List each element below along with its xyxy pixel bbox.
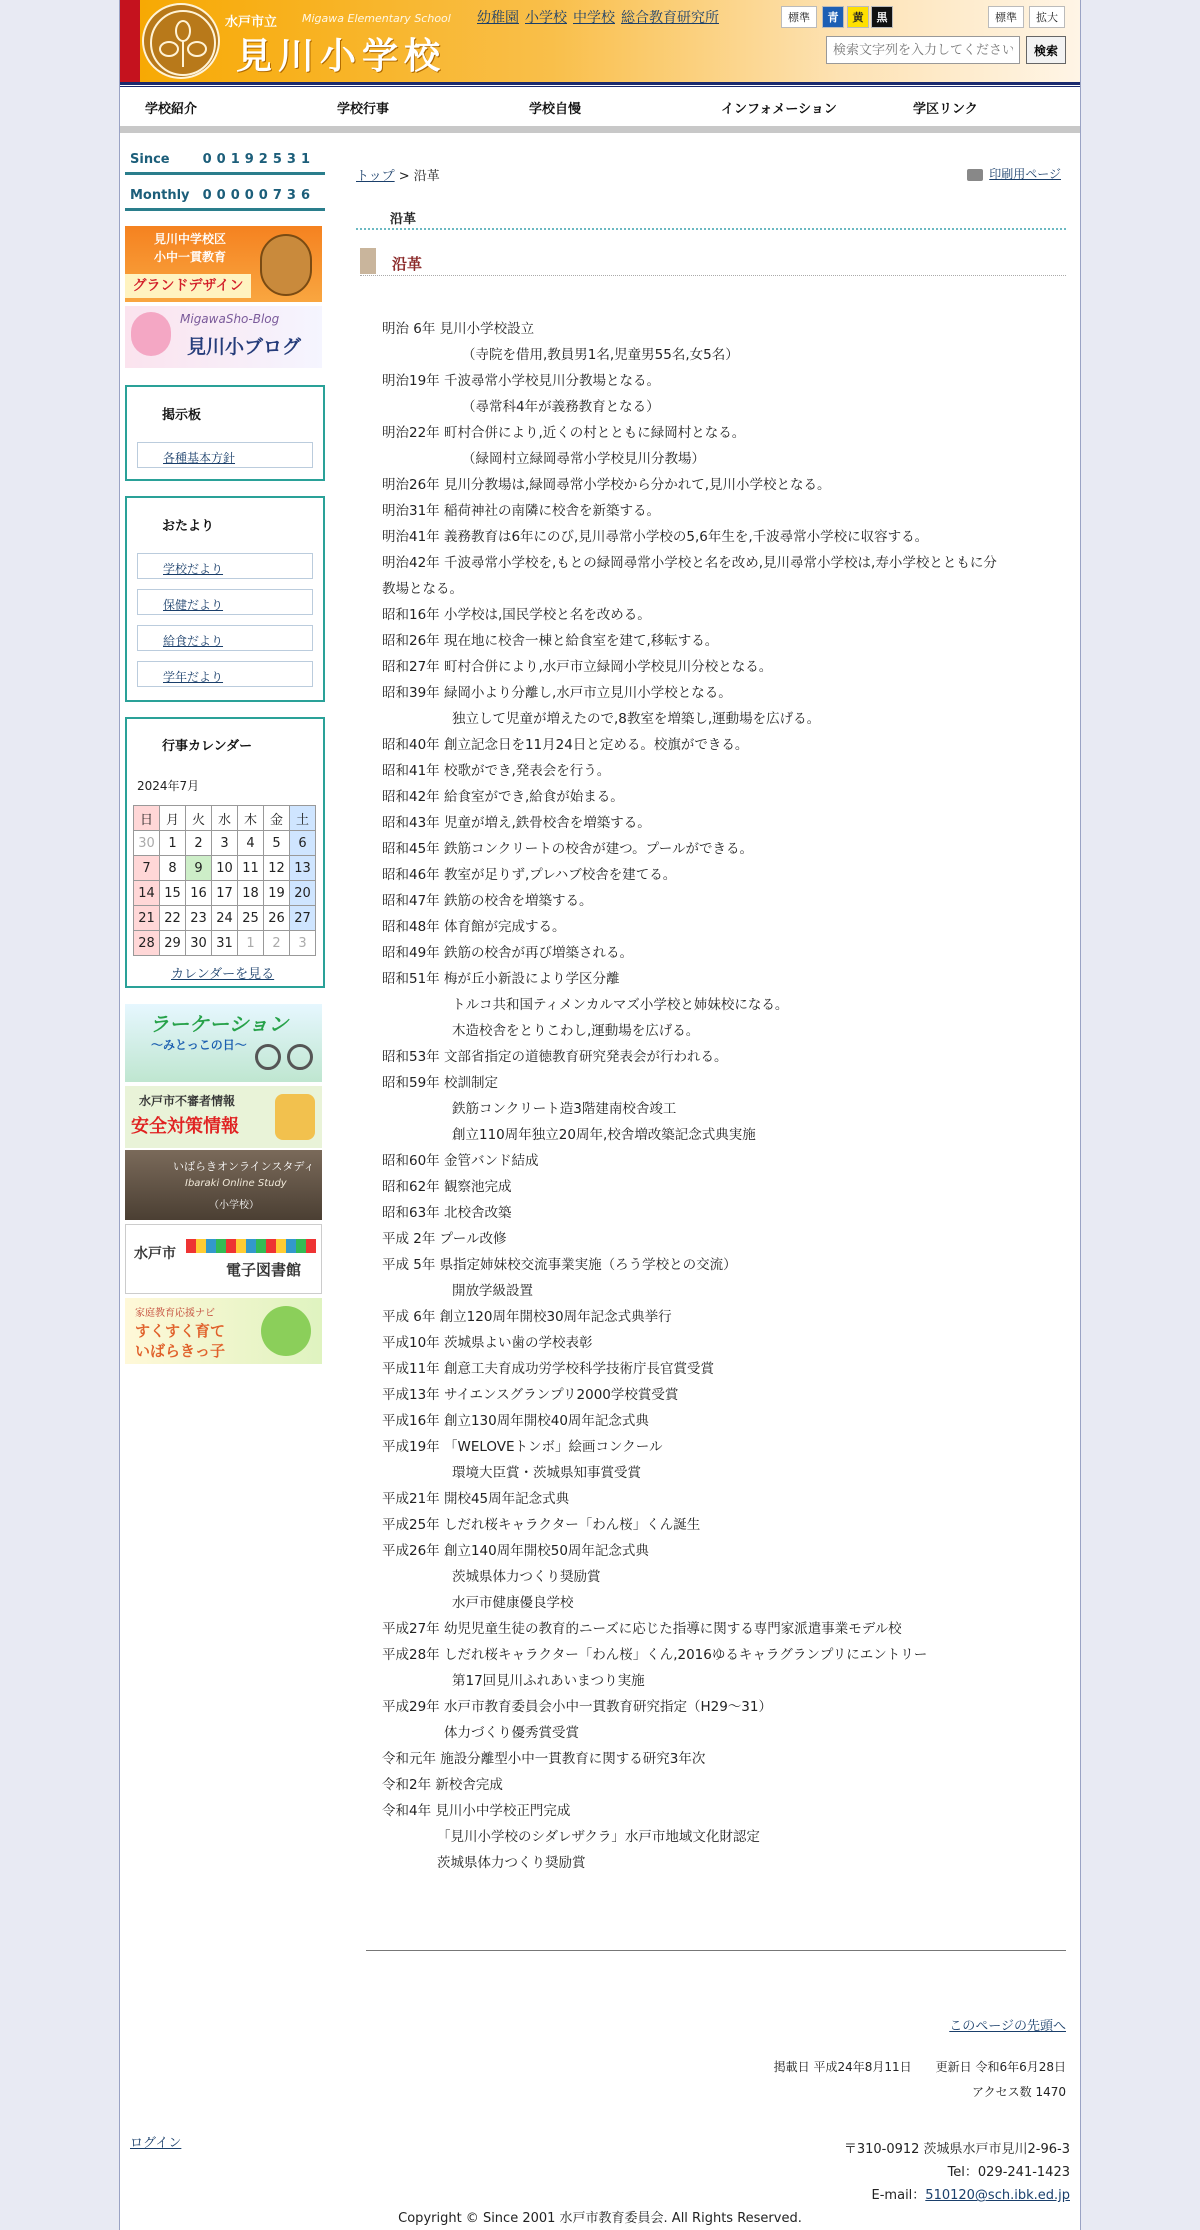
history-entry: 茨城県体力つくり奨励賞 (452, 1569, 601, 1585)
history-entry: トルコ共和国ティメンカルマズ小学校と姉妹校になる。 (452, 997, 789, 1013)
nav-school-intro[interactable]: 学校紹介 (145, 102, 198, 117)
e-library-banner[interactable] (125, 1224, 322, 1294)
calendar-day[interactable]: 28 (134, 931, 160, 956)
banner-line: 水戸市不審者情報 (139, 1094, 236, 1108)
calendar-day[interactable]: 1 (238, 931, 264, 956)
history-entry: 平成21年 開校45周年記念式典 (382, 1491, 570, 1507)
letters-link[interactable]: 給食だより (163, 634, 224, 648)
link-elementary[interactable]: 小学校 (525, 10, 567, 26)
history-entry: 独立して児童が増えたので,8教室を増築し,運動場を広げる。 (452, 711, 821, 727)
weekday-header: 土 (290, 806, 316, 831)
calendar-view-link[interactable]: カレンダーを見る (171, 967, 275, 982)
email-link[interactable]: 510120@sch.ibk.ed.jp (925, 2188, 1070, 2203)
calendar-day[interactable]: 24 (212, 906, 238, 931)
calendar-day[interactable]: 29 (160, 931, 186, 956)
history-entry: 明治22年 町村合併により,近くの村とともに緑岡村となる。 (382, 425, 746, 441)
history-entry: 平成26年 創立140周年開校50周年記念式典 (382, 1543, 649, 1559)
calendar-day[interactable]: 4 (238, 831, 264, 856)
history-entry: 鉄筋コンクリート造3階建南校舎竣工 (452, 1101, 677, 1117)
letters-link[interactable]: 学校だより (163, 562, 224, 576)
calendar-day[interactable]: 27 (290, 906, 316, 931)
bulletin-box (125, 385, 325, 481)
family-education-banner[interactable] (125, 1298, 322, 1364)
calendar-box (125, 717, 325, 988)
calendar-day[interactable]: 16 (186, 881, 212, 906)
history-entry: 明治19年 千波尋常小学校見川分教場となる。 (382, 373, 660, 389)
history-entry: 昭和16年 小学校は,国民学校と名を改める。 (382, 607, 651, 623)
banner-line: 安全対策情報 (131, 1116, 239, 1137)
counter-label: Monthly (130, 188, 190, 203)
nav-school-pride[interactable]: 学校自慢 (529, 102, 582, 117)
history-entry: 昭和62年 観察池完成 (382, 1179, 512, 1195)
breadcrumb-separator: > (394, 169, 414, 184)
nav-top-border (120, 82, 1080, 85)
history-entry: 平成 6年 創立120周年開校30周年記念式典挙行 (382, 1309, 672, 1325)
page-title: 沿革 (392, 255, 423, 273)
history-entry: 昭和42年 給食室ができ,給食が始まる。 (382, 789, 624, 805)
history-entry: 昭和41年 校歌ができ,発表会を行う。 (382, 763, 611, 779)
history-entry: 昭和49年 鉄筋の校舎が再び増築される。 (382, 945, 633, 961)
printer-icon (967, 169, 983, 181)
site-header (120, 0, 1080, 82)
calendar-day[interactable]: 7 (134, 856, 160, 881)
history-entry: 明治 6年 見川小学校設立 (382, 321, 535, 337)
nav-information[interactable]: インフォメーション (721, 102, 837, 117)
banner-line: ラーケーション (149, 1012, 289, 1036)
history-entry: 平成11年 創意工夫育成功労学校科学技術庁長官賞受賞 (382, 1361, 714, 1377)
history-entry: 昭和60年 金管バンド結成 (382, 1153, 539, 1169)
history-entry: 第17回見川ふれあいまつり実施 (452, 1673, 645, 1689)
history-entry: 昭和46年 教室が足りず,プレハブ校舎を建てる。 (382, 867, 677, 883)
print-page-link[interactable] (967, 165, 1061, 182)
history-entry: 令和4年 見川小中学校正門完成 (382, 1803, 571, 1819)
print-page-label[interactable]: 印刷用ページ (989, 167, 1061, 181)
calendar-day[interactable]: 17 (212, 881, 238, 906)
counter-label: Since (130, 152, 170, 167)
bulletin-link[interactable]: 各種基本方針 (163, 451, 236, 465)
subtitle-divider (356, 228, 1066, 230)
banner-line: 見川小ブログ (187, 336, 302, 358)
banner-line: MigawaSho-Blog (180, 312, 280, 326)
history-entry: 茨城県体力つくり奨励賞 (437, 1855, 586, 1871)
nav-school-events[interactable]: 学校行事 (337, 102, 390, 117)
history-entry: 平成 2年 プール改修 (382, 1231, 507, 1247)
weekday-header: 木 (238, 806, 264, 831)
calendar-day[interactable]: 6 (290, 831, 316, 856)
city-label: 水戸市立 (225, 15, 278, 30)
breadcrumb-top-link[interactable]: トップ (356, 169, 395, 184)
calendar-day[interactable]: 21 (134, 906, 160, 931)
history-entry: 「見川小学校のシダレザクラ」水戸市地域文化財認定 (437, 1829, 760, 1845)
history-entry: 昭和26年 現在地に校舎一棟と給食室を建て,移転する。 (382, 633, 719, 649)
history-entry: 平成19年 「WELOVEトンボ」絵画コンクール (382, 1439, 663, 1455)
login-link[interactable]: ログイン (130, 2136, 182, 2151)
banner-line: 電子図書館 (226, 1261, 302, 1279)
header-accent-bar (120, 0, 140, 82)
calendar-day[interactable]: 26 (264, 906, 290, 931)
calendar-day[interactable]: 19 (264, 881, 290, 906)
calendar-day[interactable]: 13 (290, 856, 316, 881)
history-entry: 開放学級設置 (452, 1283, 533, 1299)
banner-line: 小中一貫教育 (153, 250, 226, 264)
history-entry: 昭和63年 北校舎改築 (382, 1205, 512, 1221)
banner-line: （小学校） (209, 1200, 259, 1211)
search-input[interactable] (826, 36, 1020, 64)
banner-line: 〜みとっこの日〜 (151, 1038, 247, 1052)
letters-link[interactable]: 保健だより (163, 598, 224, 612)
school-crest-logo[interactable] (142, 3, 220, 79)
posted-updated-dates: 掲載日 平成24年8月11日 更新日 令和6年6月28日 (773, 2060, 1066, 2074)
history-entry: 教場となる。 (382, 581, 463, 597)
copyright: Copyright © Since 2001 水戸市教育委員会. All Rights Reserved. (398, 2211, 802, 2226)
weekday-header: 日 (134, 806, 160, 831)
calendar-day[interactable]: 18 (238, 881, 264, 906)
access-count: アクセス数 1470 (972, 2085, 1066, 2099)
color-black-button[interactable]: 黒 (871, 6, 893, 28)
letters-item[interactable] (137, 625, 313, 651)
safety-info-banner[interactable] (125, 1086, 322, 1148)
banner-line: グランドデザイン (125, 274, 251, 298)
calendar-day[interactable]: 11 (238, 856, 264, 881)
counter-monthly (125, 181, 325, 211)
color-yellow-button[interactable]: 黄 (847, 6, 869, 28)
melon-character-icon (261, 1306, 311, 1356)
link-kindergarten[interactable]: 幼稚園 (477, 10, 519, 26)
font-enlarge-button[interactable]: 拡大 (1029, 6, 1065, 28)
history-entry: 平成16年 創立130周年開校40周年記念式典 (382, 1413, 649, 1429)
back-to-top-link[interactable]: このページの先頭へ (949, 2019, 1066, 2034)
history-entry: 昭和39年 緑岡小より分離し,水戸市立見川小学校となる。 (382, 685, 732, 701)
history-entry: 平成29年 水戸市教育委員会小中一貫教育研究指定（H29〜31） (382, 1699, 772, 1715)
calendar-table (133, 805, 316, 956)
email-line (844, 2184, 1070, 2207)
page-heading (360, 246, 1066, 276)
link-junior-high[interactable]: 中学校 (573, 10, 615, 26)
calendar-day[interactable]: 31 (212, 931, 238, 956)
history-entry: 昭和47年 鉄筋の校舎を増築する。 (382, 893, 593, 909)
mascot-icon (260, 234, 312, 296)
calendar-day[interactable]: 10 (212, 856, 238, 881)
counter-since (125, 145, 325, 175)
breadcrumb (356, 165, 440, 184)
letters-title: おたより (162, 519, 215, 534)
counter-value: 00000736 (202, 188, 315, 203)
history-entry: 昭和27年 町村合併により,水戸市立緑岡小学校見川分校となる。 (382, 659, 773, 675)
history-entry: 明治26年 見川分教場は,緑岡尋常小学校から分かれて,見川小学校となる。 (382, 477, 831, 493)
email-label: E-mail： (871, 2188, 926, 2203)
calendar-day[interactable]: 12 (264, 856, 290, 881)
calendar-day[interactable]: 30 (186, 931, 212, 956)
breadcrumb-current: 沿革 (413, 169, 440, 184)
letters-item[interactable] (137, 589, 313, 615)
page-subtitle: 沿革 (390, 212, 417, 227)
history-entry: 明治42年 千波尋常小学校を,もとの緑岡尋常小学校と名を改め,見川尋常小学校は,寿小学校とともに分 (382, 555, 997, 571)
letters-item[interactable] (137, 553, 313, 579)
history-entry: 平成 5年 県指定姉妹校交流事業実施（ろう学校との交流） (382, 1257, 737, 1273)
weekday-header: 水 (212, 806, 238, 831)
page (119, 0, 1081, 2230)
calendar-month: 2024年7月 (137, 779, 200, 793)
history-entry: 木造校舎をとりこわし,運動場を広げる。 (452, 1023, 700, 1039)
school-address (844, 2138, 1070, 2207)
history-entry: 昭和51年 梅が丘小新設により学区分離 (382, 971, 620, 987)
letters-link[interactable]: 学年だより (163, 670, 224, 684)
history-entry: 環境大臣賞・茨城県知事賞受賞 (452, 1465, 641, 1481)
history-entry: 創立110周年独立20周年,校舎増改築記念式典実施 (452, 1127, 756, 1143)
color-blue-button[interactable]: 青 (822, 6, 844, 28)
history-entry: 令和元年 施設分離型小中一貫教育に関する研究3年次 (382, 1751, 706, 1767)
school-level-links (477, 7, 725, 27)
history-entry: （尋常科4年が義務教育となる） (462, 399, 660, 415)
calendar-day-today[interactable]: 9 (186, 856, 212, 881)
calendar-day[interactable]: 2 (264, 931, 290, 956)
search-button[interactable]: 検索 (1026, 36, 1066, 64)
calendar-day[interactable]: 5 (264, 831, 290, 856)
guard-character-icon (275, 1094, 315, 1140)
color-standard-button[interactable]: 標準 (781, 6, 817, 28)
address-line: 〒310-0912 茨城県水戸市見川2-96-3 (843, 2142, 1070, 2157)
history-entry: 平成10年 茨城県よい歯の学校表彰 (382, 1335, 593, 1351)
history-entry: （寺院を借用,教員男1名,児童男55名,女5名） (462, 347, 739, 363)
bulletin-item[interactable] (137, 442, 313, 468)
content-end-rule (366, 1950, 1066, 1951)
calendar-day[interactable]: 8 (160, 856, 186, 881)
nav-district-links[interactable]: 学区リンク (913, 102, 978, 117)
history-entry: 平成13年 サイエンスグランプリ2000学校賞受賞 (382, 1387, 679, 1403)
counter-value: 00192531 (202, 152, 315, 167)
font-standard-button[interactable]: 標準 (988, 6, 1024, 28)
banner-line: 見川中学校区 (153, 232, 226, 246)
history-entry: 昭和48年 体育館が完成する。 (382, 919, 566, 935)
calendar-day[interactable]: 22 (160, 906, 186, 931)
history-entry: 昭和59年 校訓制定 (382, 1075, 498, 1091)
banner-line: いばらきっ子 (135, 1342, 226, 1360)
books-icon (186, 1239, 316, 1253)
banner-line: いばらきオンラインスタディ (173, 1160, 315, 1173)
history-entry: 体力づくり優秀賞受賞 (444, 1725, 579, 1741)
history-entry: 昭和53年 文部省指定の道徳教育研究発表会が行われる。 (382, 1049, 728, 1065)
calendar-day[interactable]: 2 (186, 831, 212, 856)
global-nav (120, 88, 1080, 126)
history-entry: 平成25年 しだれ桜キャラクター「わん桜」くん誕生 (382, 1517, 701, 1533)
link-research-institute[interactable]: 総合教育研究所 (621, 10, 719, 26)
calendar-day[interactable]: 20 (290, 881, 316, 906)
cherry-blossom-icon (131, 312, 171, 356)
history-entry: 昭和45年 鉄筋コンクリートの校舎が建つ。プールができる。 (382, 841, 753, 857)
bicycle-icon (287, 1044, 313, 1070)
history-entry: 昭和40年 創立記念日を11月24日と定める。校旗ができる。 (382, 737, 749, 753)
history-entry: 令和2年 新校舎完成 (382, 1777, 503, 1793)
school-english-name: Migawa Elementary School (302, 12, 451, 25)
history-entry: 水戸市健康優良学校 (452, 1595, 574, 1611)
grand-design-banner[interactable] (125, 226, 322, 302)
calendar-day[interactable]: 3 (290, 931, 316, 956)
history-list (382, 316, 1072, 1876)
calendar-day[interactable]: 30 (134, 831, 160, 856)
tel-line: Tel：029-241-1423 (947, 2165, 1070, 2180)
nav-bottom-border (120, 126, 1080, 133)
calendar-day[interactable]: 25 (238, 906, 264, 931)
weekday-header: 金 (264, 806, 290, 831)
calendar-day[interactable]: 14 (134, 881, 160, 906)
online-study-banner[interactable] (125, 1150, 322, 1220)
blog-banner[interactable] (125, 306, 322, 368)
school-name-title[interactable]: 見川小学校 (236, 36, 447, 77)
weekday-header: 月 (160, 806, 186, 831)
history-entry: （緑岡村立緑岡尋常小学校見川分教場） (462, 451, 705, 467)
calendar-day[interactable]: 15 (160, 881, 186, 906)
weekday-header: 火 (186, 806, 212, 831)
letters-item[interactable] (137, 661, 313, 687)
history-entry: 昭和43年 児童が増え,鉄骨校舎を増築する。 (382, 815, 651, 831)
history-entry: 明治31年 稲荷神社の南隣に校舎を新築する。 (382, 503, 660, 519)
heading-marker (360, 248, 376, 274)
banner-line: すくすく育て (135, 1322, 226, 1340)
history-entry: 明治41年 義務教育は6年にのび,見川尋常小学校の5,6年生を,千波尋常小学校に収容する。 (382, 529, 929, 545)
banner-line: 家庭教育応援ナビ (135, 1308, 215, 1319)
calendar-title: 行事カレンダー (162, 739, 253, 754)
bulletin-title: 掲示板 (162, 408, 202, 423)
calendar-day[interactable]: 3 (212, 831, 238, 856)
calendar-day[interactable]: 1 (160, 831, 186, 856)
history-entry: 平成28年 しだれ桜キャラクター「わん桜」くん,2016ゆるキャラグランプリにエントリー (382, 1647, 928, 1663)
banner-line: Ibaraki Online Study (185, 1178, 287, 1189)
nav-top-border-thin (120, 86, 1080, 87)
calendar-day[interactable]: 23 (186, 906, 212, 931)
vacation-banner[interactable] (125, 1004, 322, 1082)
bicycle-icon (255, 1044, 281, 1070)
banner-line: 水戸市 (134, 1246, 176, 1262)
history-entry: 平成27年 幼児児童生徒の教育的ニーズに応じた指導に関する専門家派遣事業モデル校 (382, 1621, 902, 1637)
letters-box (125, 496, 325, 702)
